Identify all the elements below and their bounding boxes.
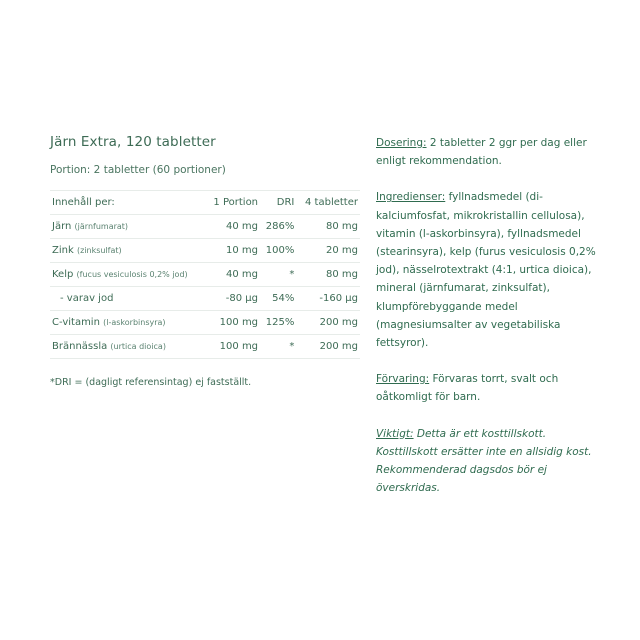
header-portion: 1 Portion	[206, 191, 260, 215]
header-four-tablets: 4 tabletter	[296, 191, 360, 215]
table-row	[50, 239, 360, 263]
nutrition-panel	[50, 134, 360, 388]
row-portion: 100 mg	[206, 335, 260, 359]
row-name-cell	[50, 263, 206, 287]
row-four: 80 mg	[296, 215, 360, 239]
ingredienser-text: fyllnadsmedel (di-kalciumfosfat, mikrokristallin cellulosa), vitamin (l-askorbinsyra), fyllnadsmedel (stearinsyra), kelp (furus vesiculosis 0,2% jod), nässelrotextrakt (4:1, urtica dioica), mineral (järnfumarat, zinksulfat), klumpförebyggande medel (magnesiumsalter av vegetabiliska fettsyror).	[376, 191, 596, 350]
table-row	[50, 263, 360, 287]
table-row	[50, 215, 360, 239]
row-name-cell	[50, 239, 206, 263]
row-name: Järn	[52, 221, 72, 232]
table-row	[50, 311, 360, 335]
row-name: C-vitamin	[52, 317, 100, 328]
row-four: 20 mg	[296, 239, 360, 263]
info-panel	[376, 134, 598, 515]
row-sub: (järnfumarat)	[74, 222, 129, 231]
viktigt-section	[376, 425, 598, 498]
row-sub: (urtica dioica)	[110, 342, 166, 351]
row-portion: 40 mg	[206, 263, 260, 287]
row-name: Zink	[52, 245, 74, 256]
row-dri: 286%	[260, 215, 296, 239]
dosering-label: Dosering:	[376, 137, 427, 149]
table-header-row	[50, 191, 360, 215]
portion-info: Portion: 2 tabletter (60 portioner)	[50, 164, 226, 176]
dosering-section	[376, 134, 598, 170]
dri-note: *DRI = (dagligt referensintag) ej fastställt.	[50, 377, 252, 388]
header-dri: DRI	[260, 191, 296, 215]
row-sub: (fucus vesiculosis 0,2% jod)	[76, 270, 188, 279]
forvaring-text: Förvaras torrt, svalt och oåtkomligt för barn.	[376, 373, 559, 404]
row-name-cell	[50, 215, 206, 239]
forvaring-section	[376, 370, 598, 406]
row-dri: 125%	[260, 311, 296, 335]
viktigt-text: Detta är ett kosttillskott. Kosttillskott ersätter inte en allsidig kost. Rekommenderad dagsdos bör ej överskridas.	[376, 427, 592, 495]
row-portion: 40 mg	[206, 215, 260, 239]
row-four: 80 mg	[296, 263, 360, 287]
row-name-cell	[50, 287, 206, 311]
row-four: 200 mg	[296, 311, 360, 335]
row-name: Kelp	[52, 269, 74, 280]
row-portion: 100 mg	[206, 311, 260, 335]
row-dri: 54%	[260, 287, 296, 311]
row-sub: (l-askorbinsyra)	[103, 318, 166, 327]
viktigt-label: Viktigt:	[376, 427, 414, 440]
row-dri: *	[260, 335, 296, 359]
header-content: Innehåll per:	[50, 191, 206, 215]
ingredienser-label: Ingredienser:	[376, 191, 446, 204]
table-row	[50, 335, 360, 359]
table-row	[50, 287, 360, 311]
row-portion: -80 µg	[206, 287, 260, 311]
row-four: 200 mg	[296, 335, 360, 359]
row-name: - varav jod	[60, 293, 114, 304]
row-name-cell	[50, 335, 206, 359]
product-title: Järn Extra, 120 tabletter	[50, 134, 216, 150]
row-four: -160 µg	[296, 287, 360, 311]
row-portion: 10 mg	[206, 239, 260, 263]
forvaring-label: Förvaring:	[376, 373, 430, 386]
row-dri: 100%	[260, 239, 296, 263]
row-dri: *	[260, 263, 296, 287]
dosering-text: 2 tabletter 2 ggr per dag eller enligt rekommendation.	[376, 137, 587, 168]
row-name: Brännässla	[52, 341, 108, 352]
row-sub: (zinksulfat)	[76, 246, 122, 255]
nutrition-table	[50, 190, 360, 359]
ingredienser-section	[376, 188, 598, 352]
row-name-cell	[50, 311, 206, 335]
